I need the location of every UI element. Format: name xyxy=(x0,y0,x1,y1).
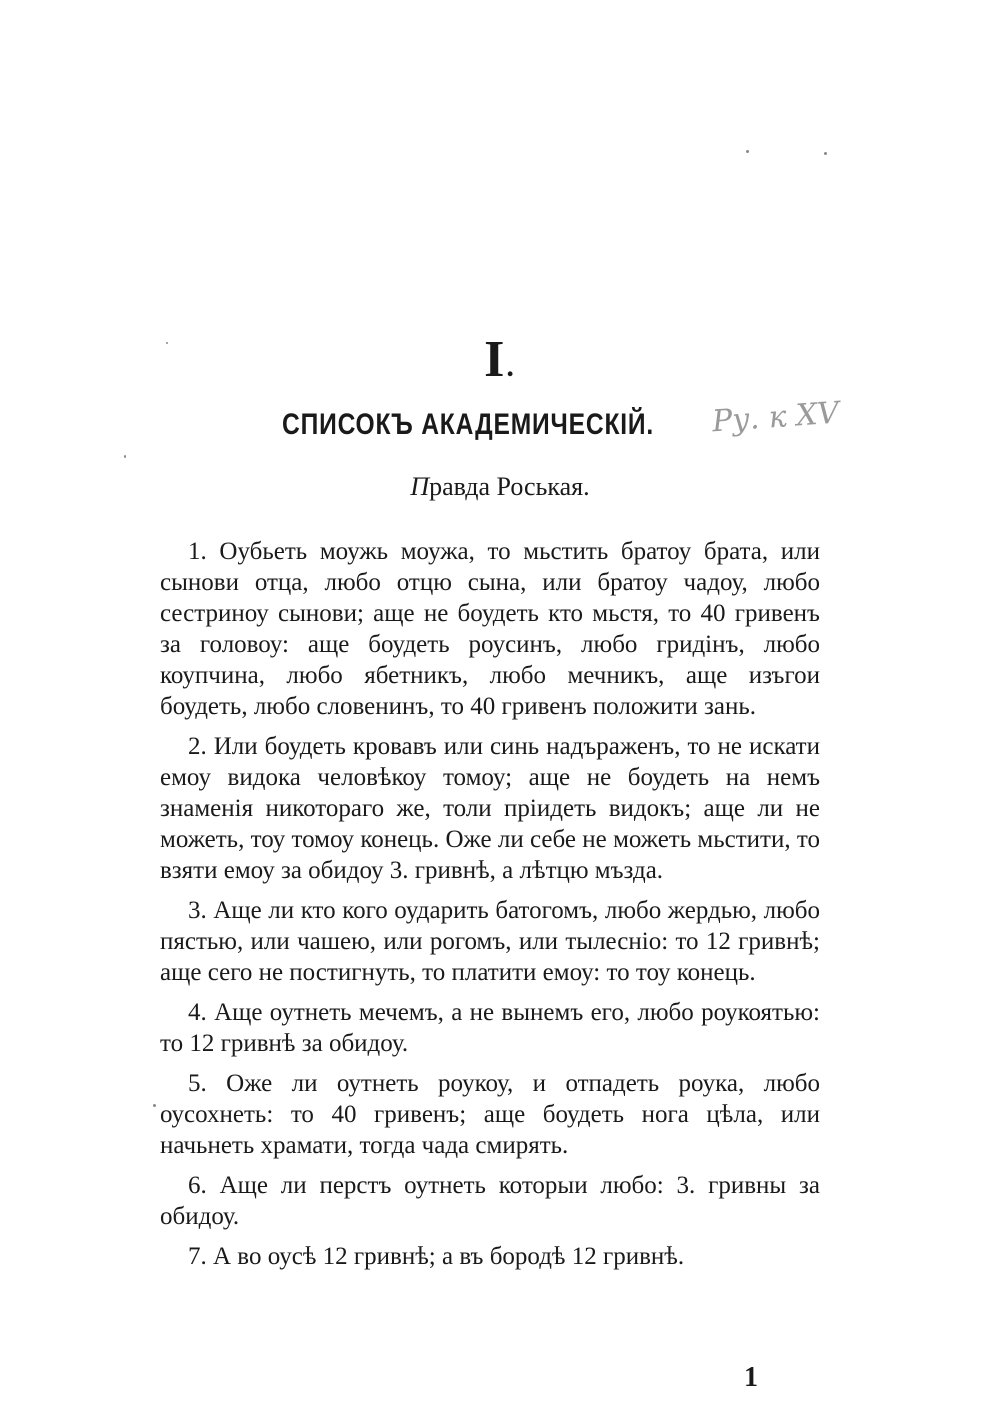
subtitle-rest: равда Роськая. xyxy=(429,472,590,501)
scan-speck xyxy=(124,455,126,458)
article-6: 6. Аще ли перстъ оутнеть которыи любо: 3. гривны за обидоу. xyxy=(160,1172,820,1230)
handwritten-annotation: Ру. к XV xyxy=(710,395,841,440)
subtitle-initial: П xyxy=(410,472,430,501)
scan-speck xyxy=(746,150,749,153)
article-7: 7. А во оусѣ 12 гривнѣ; а въ бородѣ 12 гривнѣ. xyxy=(188,1243,685,1270)
article-4: 4. Аще оутнеть мечемъ, а не вынемъ его, любо роукоятью: то 12 гривнѣ за обидоу. xyxy=(160,999,820,1057)
article-5: 5. Оже ли оутнеть роукоу, и отпадеть роука, любо оусохнеть: то 40 гривенъ; аще боудеть нога цѣла, или начьнеть храмати, тогда чада смирять. xyxy=(160,1070,820,1159)
section-numeral-text: I xyxy=(484,331,507,388)
page-number: 1 xyxy=(744,1362,758,1393)
body-text xyxy=(160,536,820,1281)
scan-speck xyxy=(153,1104,156,1107)
scan-speck xyxy=(824,152,827,155)
article-2: 2. Или боудеть кровавъ или синь надъраженъ, то не искати емоу видока человѣкоу томоу; аще не боудеть на немъ знаменія никотораго же, толи пріидеть видокъ; аще ли не можеть, тоу томоу конець. Оже ли себе не можеть мьстити, то взяти емоу за обидоу 3. гривнѣ, а лѣтцю мъзда. xyxy=(160,733,820,884)
page-title: СПИСОКЪ АКАДЕМИЧЕСКІЙ. xyxy=(282,408,655,441)
article-1: 1. Оубьеть моужь моужа, то мьстить братоу брата, или сынови отца, любо отцю сына, или братоу чадоу, любо сестриноу сынови; аще не боудеть кто мьстя, то 40 гривенъ за головоу: аще боудеть роусинъ, любо гридінъ, любо коупчина, любо ябетникъ, любо мечникъ, аще изъгои боудеть, любо словенинъ, то 40 гривенъ положити зань. xyxy=(160,538,820,720)
scan-speck xyxy=(166,342,168,344)
article-3: 3. Аще ли кто кого оударить батогомъ, любо жердью, любо пястью, или чашею, или рогомъ, или тылесніо: то 12 гривнѣ; аще сего не постигнуть, то платити емоу: то тоу конець. xyxy=(160,897,820,986)
section-numeral-dot: . xyxy=(506,350,516,383)
section-numeral xyxy=(0,330,1000,389)
subtitle xyxy=(0,472,1000,502)
